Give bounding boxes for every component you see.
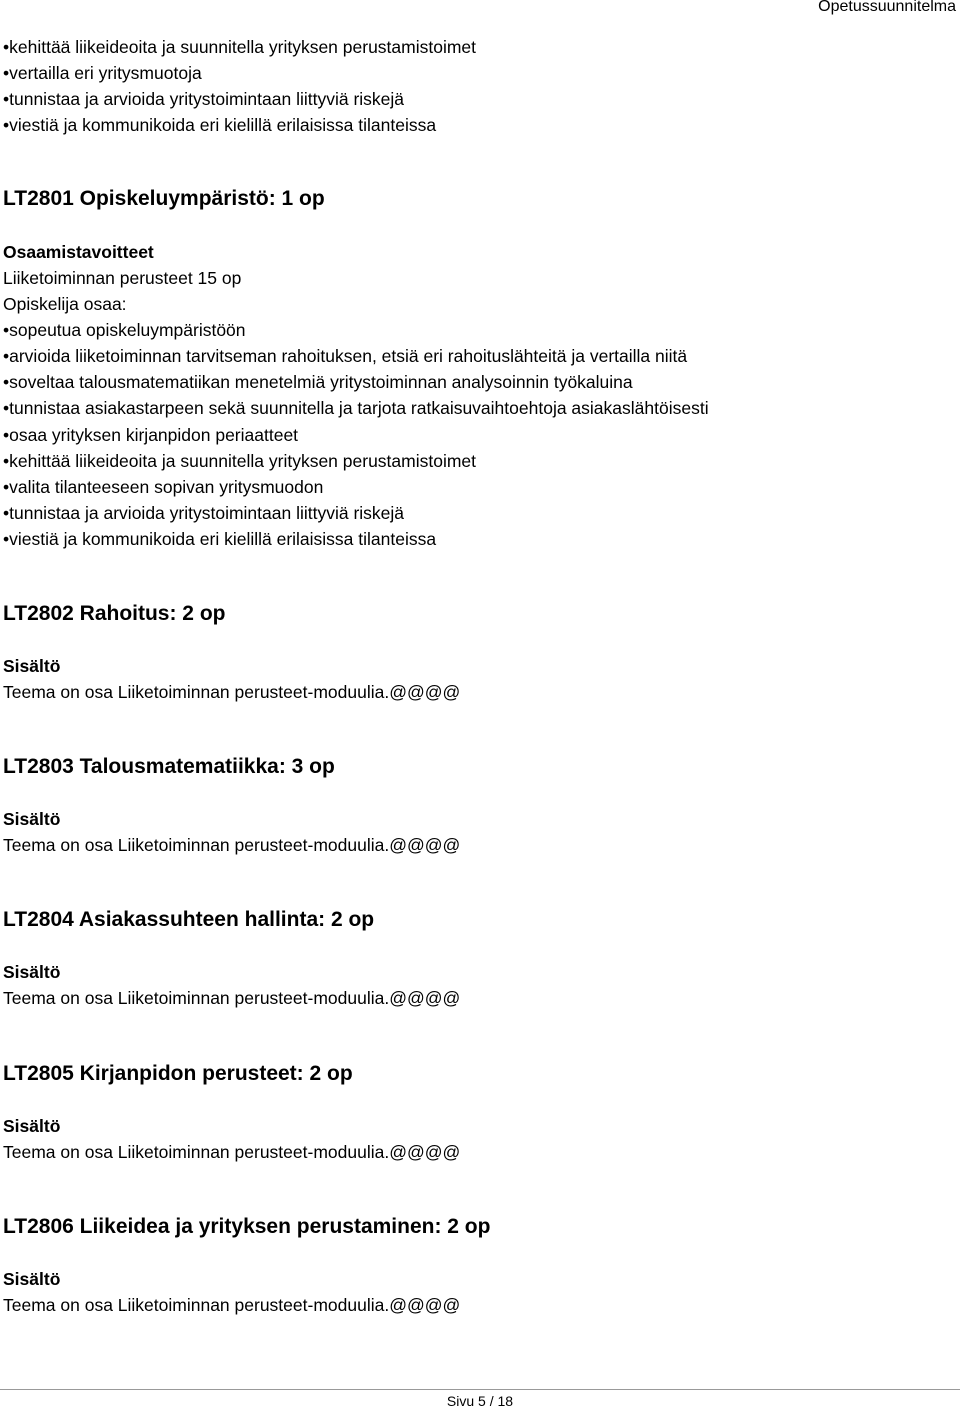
list-item: •tunnistaa asiakastarpeen sekä suunnitella ja tarjota ratkaisuvaihtoehtoja asiakaslähtöisesti bbox=[3, 398, 709, 418]
list-item: •arvioida liiketoiminnan tarvitseman rahoituksen, etsiä eri rahoituslähteitä ja vertailla niitä bbox=[3, 346, 688, 366]
module-label: Liiketoiminnan perusteet 15 op bbox=[3, 268, 242, 288]
section-subheading: Osaamistavoitteet bbox=[3, 242, 154, 262]
footer-divider bbox=[0, 1389, 960, 1390]
section-heading: LT2802 Rahoitus: 2 op bbox=[3, 602, 226, 625]
section-text: Teema on osa Liiketoiminnan perusteet-moduulia.@@@@ bbox=[3, 1142, 461, 1162]
list-item: •valita tilanteeseen sopivan yritysmuodon bbox=[3, 477, 324, 497]
list-item: •viestiä ja kommunikoida eri kielillä erilaisissa tilanteissa bbox=[3, 115, 437, 135]
section-heading: LT2806 Liikeidea ja yrityksen perustaminen: 2 op bbox=[3, 1215, 491, 1238]
page-number: Sivu 5 / 18 bbox=[446, 1393, 514, 1409]
list-item: •soveltaa talousmatematiikan menetelmiä yritystoiminnan analysoinnin työkaluina bbox=[3, 372, 633, 392]
section-subheading: Sisältö bbox=[3, 809, 61, 829]
section-text: Teema on osa Liiketoiminnan perusteet-moduulia.@@@@ bbox=[3, 682, 461, 702]
section-text: Teema on osa Liiketoiminnan perusteet-moduulia.@@@@ bbox=[3, 1295, 461, 1315]
list-item: •vertailla eri yritysmuotoja bbox=[3, 63, 202, 83]
section-heading: LT2801 Opiskeluympäristö: 1 op bbox=[3, 187, 325, 210]
list-item: •tunnistaa ja arvioida yritystoimintaan liittyviä riskejä bbox=[3, 503, 405, 523]
section-text: Teema on osa Liiketoiminnan perusteet-moduulia.@@@@ bbox=[3, 988, 461, 1008]
section-heading: LT2803 Talousmatematiikka: 3 op bbox=[3, 755, 335, 778]
section-subheading: Sisältö bbox=[3, 962, 61, 982]
list-item: •kehittää liikeideoita ja suunnitella yrityksen perustamistoimet bbox=[3, 451, 477, 471]
section-heading: LT2804 Asiakassuhteen hallinta: 2 op bbox=[3, 908, 375, 931]
section-heading: LT2805 Kirjanpidon perusteet: 2 op bbox=[3, 1062, 353, 1085]
list-item: •viestiä ja kommunikoida eri kielillä erilaisissa tilanteissa bbox=[3, 529, 437, 549]
list-item: •osaa yrityksen kirjanpidon periaatteet bbox=[3, 425, 299, 445]
document-title: Opetussuunnitelma bbox=[818, 0, 956, 15]
section-text: Teema on osa Liiketoiminnan perusteet-moduulia.@@@@ bbox=[3, 835, 461, 855]
list-item: •kehittää liikeideoita ja suunnitella yrityksen perustamistoimet bbox=[3, 37, 477, 57]
list-item: •sopeutua opiskeluympäristöön bbox=[3, 320, 246, 340]
list-item: •tunnistaa ja arvioida yritystoimintaan liittyviä riskejä bbox=[3, 89, 405, 109]
section-subheading: Sisältö bbox=[3, 1269, 61, 1289]
lead-text: Opiskelija osaa: bbox=[3, 294, 127, 314]
section-subheading: Sisältö bbox=[3, 1116, 61, 1136]
section-subheading: Sisältö bbox=[3, 656, 61, 676]
